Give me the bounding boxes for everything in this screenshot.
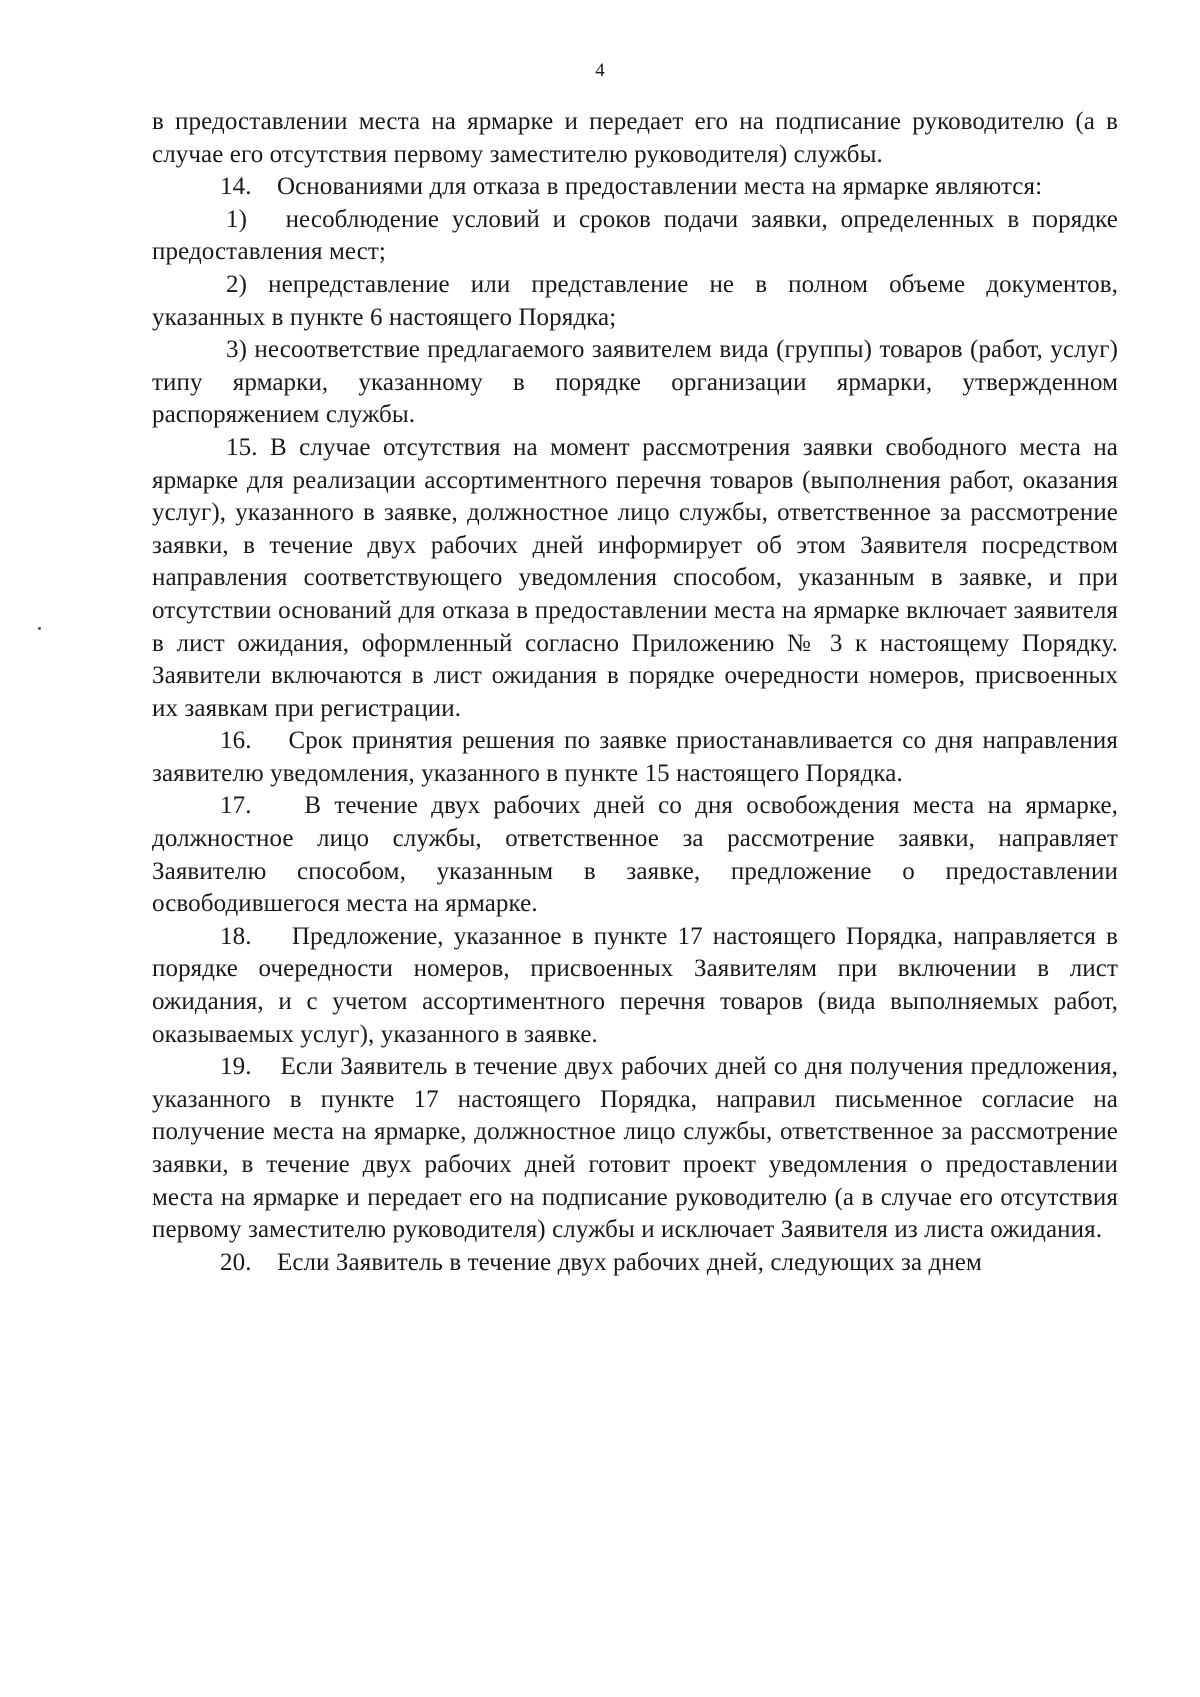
- paragraph-14-item-2: 2) непредставление или представление не в полном объеме документов, указанных в пункте 6 настоящего Порядка;: [152, 270, 1118, 331]
- paragraph-20: 20. Если Заявитель в течение двух рабочих дней, следующих за днем: [220, 1248, 982, 1276]
- paragraph-continuation: в предоставлении места на ярмарке и передает его на подписание руководителю (а в случае его отсутствия первому заместителю руководителя) службы.: [152, 108, 1118, 168]
- paragraph-14: 14. Основаниями для отказа в предоставлении места на ярмарке являются:: [220, 173, 1043, 201]
- document-body: [152, 106, 1118, 1279]
- paragraph-16: 16. Срок принятия решения по заявке приостанавливается со дня направления заявителю уведомления, указанного в пункте 15 настоящего Порядка.: [152, 727, 1118, 787]
- paragraph-18: 18. Предложение, указанное в пункте 17 настоящего Порядка, направляется в порядке очередности номеров, присвоенных Заявителям при включении в лист ожидания, и с учетом ассортиментного перечня товаров (вида выполняемых работ, оказываемых услуг), указанного в заявке.: [152, 922, 1118, 1048]
- paragraph-19: 19. Если Заявитель в течение двух рабочих дней со дня получения предложения, указанного в пункте 17 настоящего Порядка, направил письменное согласие на получение места на ярмарке, должностное лицо службы, ответственное за рассмотрение заявки, в течение двух рабочих дней готовит проект уведомления о предоставлении места на ярмарке и передает его на подписание руководителю (а в случае его отсутствия первому заместителю руководителя) службы и исключает Заявителя из листа ожидания.: [152, 1053, 1118, 1244]
- paragraph-17: 17. В течение двух рабочих дней со дня освобождения места на ярмарке, должностное лицо службы, ответственное за рассмотрение заявки, направляет Заявителю способом, указанным в заявке, предложение о предоставлении освободившегося места на ярмарке.: [152, 792, 1118, 918]
- paragraph-14-item-1: 1) несоблюдение условий и сроков подачи заявки, определенных в порядке предоставления мест;: [152, 205, 1118, 266]
- page-number: 4: [595, 60, 605, 81]
- paragraph-14-item-3: 3) несоответствие предлагаемого заявителем вида (группы) товаров (работ, услуг) типу ярмарки, указанному в порядке организации ярмарки, утвержденном распоряжением службы.: [152, 336, 1118, 429]
- paragraph-15: 15. В случае отсутствия на момент рассмотрения заявки свободного места на ярмарке для реализации ассортиментного перечня товаров (выполнения работ, оказания услуг), указанного в заявке, должностное лицо службы, ответственное за рассмотрение заявки, в течение двух рабочих дней информирует об этом Заявителя посредством направления соответствующего уведомления способом, указанным в заявке, и при отсутствии оснований для отказа в предоставлении места на ярмарке включает заявителя в лист ожидания, оформленный согласно Приложению № 3 к настоящему Порядку. Заявители включаются в лист ожидания в порядке очередности номеров, присвоенных их заявкам при регистрации.: [152, 433, 1118, 722]
- scan-dust-mark: [38, 627, 41, 630]
